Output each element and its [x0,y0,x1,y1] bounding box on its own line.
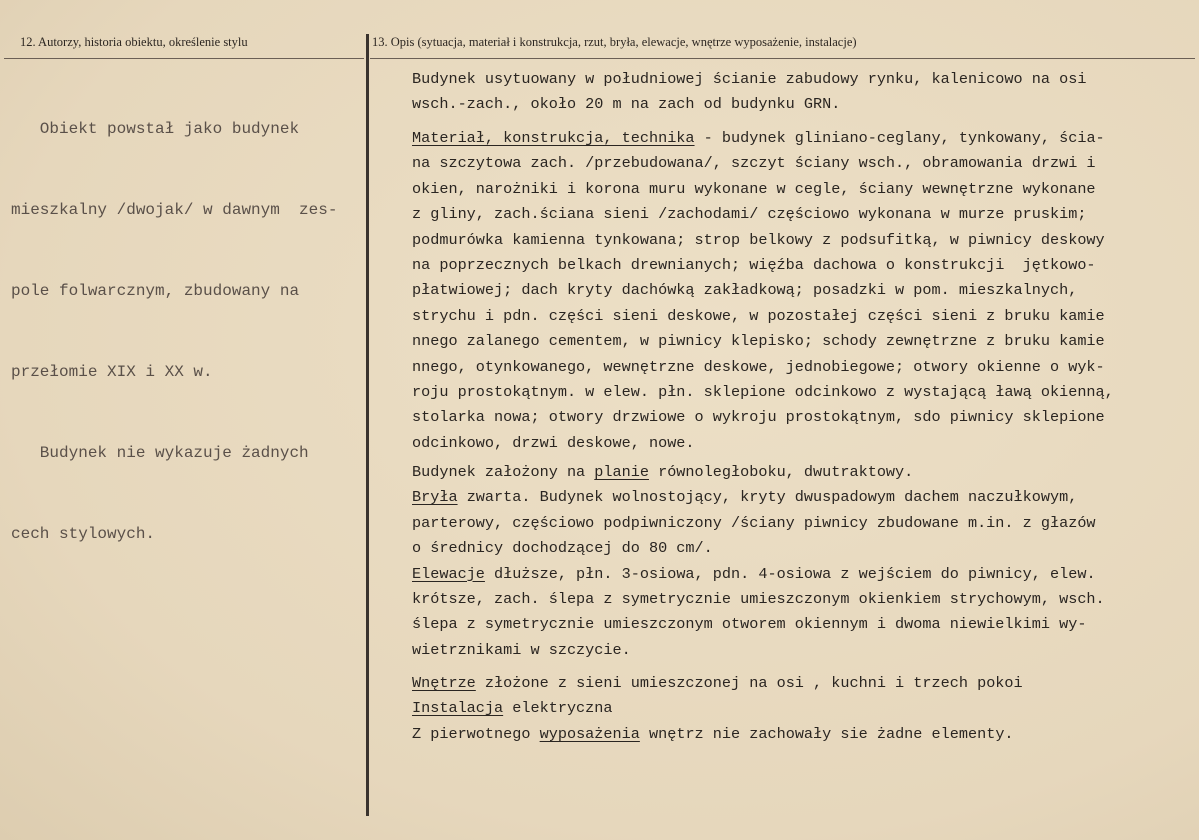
text-line: z gliny, zach.ściana sieni /zachodami/ częściowo wykonana w murze pruskim; [412,205,1087,224]
history-line: cech stylowych. [11,525,156,543]
text-line: stolarka nowa; otwory drzwiowe o wykroju prostokątnym, sdo piwnicy sklepione [412,408,1105,427]
history-line: przełomie XIX i XX w. [11,363,213,381]
text-line: na szczytowa zach. /przebudowana/, szczyt ściany wsch., obramowania drzwi i [412,154,1096,173]
equipment-heading: wyposażenia [539,724,640,743]
text-line: strychu i pdn. części sieni deskowe, w pozostałej części sieni z bruku kamie [412,306,1105,325]
text-span: złożone z sieni umieszczonej na osi , kuchni i trzech pokoi [475,674,1023,692]
text-line: podmurówka kamienna tynkowana; strop belkowy z podsufitką, w piwnicy deskowy [412,230,1105,249]
header-rule-left [4,58,364,59]
installation-heading: Instalacja [412,699,504,718]
text-line: roju prostokątnym. w elew. płn. sklepione odcinkowo z wystającą ławą okienną, [412,382,1114,401]
section-12-header: 12. Autorzy, historia obiektu, określenie stylu [20,35,248,49]
text-span: równoległoboku, dwutraktowy. [648,463,914,481]
elevations-heading: Elewacje [412,564,485,583]
plan-heading: planie [594,463,649,481]
text-line: odcinkowo, drzwi deskowe, nowe. [412,433,695,452]
history-line: pole folwarcznym, zbudowany na [11,282,300,300]
materials-heading: Materiał, konstrukcja, technika [412,129,695,147]
text-line: o średnicy dochodzącej do 80 cm/. [412,539,713,558]
text-span: dłuższe, płn. 3-osiowa, pdn. 4-osiowa z wejściem do piwnicy, elew. [484,564,1096,583]
text-span: Z pierwotnego [412,724,540,743]
text-line: płatwiowej; dach kryty dachówką zakładkową; posadzki w pom. mieszkalnych, [412,281,1078,300]
text-line: wsch.-zach., około 20 m na zach od budynku GRN. [412,95,841,114]
text-line: krótsze, zach. ślepa z symetrycznie umieszczonym okienkiem strychowym, wsch. [412,589,1105,608]
text-span: Budynek założony na [412,463,595,481]
interior-paragraph [412,671,1197,747]
text-line: parterowy, częściowo podpiwniczony /ściany piwnicy zbudowane m.in. z głazów [412,513,1096,532]
text-line: ślepa z symetrycznie umieszczonym otworem okiennym i dwoma niewielkimi wy- [412,615,1087,634]
text-span: wnętrz nie zachowały sie żadne elementy. [639,724,1014,743]
text-line [412,696,1197,721]
text-line [412,485,1197,510]
history-line: mieszkalny /dwojak/ w dawnym zes- [11,201,338,219]
text-span: - budynek gliniano-ceglany, tynkowany, ścia- [694,129,1105,147]
text-line [412,722,1197,747]
header-rule-right [370,58,1195,59]
text-line [412,126,1197,151]
text-line: na poprzecznych belkach drewnianych; więźba dachowa o konstrukcji jętkowo- [412,255,1096,274]
form-paragraph [412,460,1197,663]
section-13-header: 13. Opis (sytuacja, materiał i konstrukcja, rzut, bryła, elewacje, wnętrze wyposażenie, instalacje) [372,35,857,49]
text-line [412,460,1197,485]
mass-heading: Bryła [412,488,458,507]
text-line: okien, narożniki i korona muru wykonane w cegle, ściany wewnętrzne wykonane [412,179,1096,198]
text-line: nnego zalanego cementem, w piwnicy klepisko; schody zewnętrzne z bruku kamie [412,332,1105,351]
history-text [11,62,363,602]
interior-heading: Wnętrze [412,674,476,692]
location-paragraph [412,67,1197,118]
text-line: wietrznikami w szczycie. [412,640,631,659]
text-span: zwarta. Budynek wolnostojący, kryty dwuspadowym dachem naczułkowym, [457,488,1078,507]
text-line: Budynek usytuowany w południowej ścianie zabudowy rynku, kalenicowo na osi [412,70,1087,88]
materials-paragraph [412,126,1197,481]
history-line: Budynek nie wykazuje żadnych [11,444,309,462]
column-divider [366,34,369,816]
text-line [412,671,1197,696]
text-line: nnego, otynkowanego, wewnętrzne deskowe, jednobiegowe; otwory okienne o wyk- [412,357,1105,376]
text-span: elektryczna [503,699,613,718]
history-line: Obiekt powstał jako budynek [11,120,300,138]
text-line [412,562,1197,587]
